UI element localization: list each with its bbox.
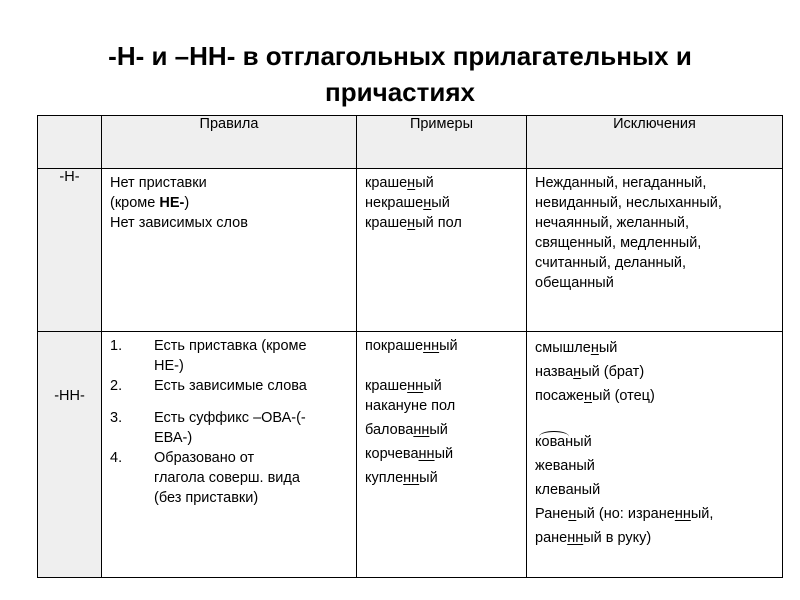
examples-cell-single-n xyxy=(357,169,527,332)
exception-text: считанный, деланный, xyxy=(535,255,687,271)
header-rules: Правила xyxy=(102,116,357,169)
exceptions-cell-double-n xyxy=(527,332,783,578)
table-row-double-n xyxy=(38,332,783,578)
header-exceptions: Исключения xyxy=(527,116,783,169)
example-word: покрашенный xyxy=(365,338,458,354)
exception-word: раненный в руку) xyxy=(535,530,652,546)
example-word: некрашеный xyxy=(365,195,450,211)
example-word: крашеный пол xyxy=(365,215,462,231)
example-word: балованный xyxy=(365,422,448,438)
example-word: купленный xyxy=(365,470,438,486)
header-corner xyxy=(38,116,102,169)
list-item: 1. Есть приставка (кроме НЕ-) xyxy=(110,338,307,374)
table-row-single-n xyxy=(38,169,783,332)
list-item: 4. Образовано от глагола соверш. вида (без приставки) xyxy=(110,450,300,506)
rules-list xyxy=(102,336,350,508)
row-label-double-n: -НН- xyxy=(38,332,102,578)
list-item: 3. Есть суффикс –ОВА-(- ЕВА-) xyxy=(110,410,306,446)
title-line-1: -Н- и –НН- в отглагольных прилагательных и xyxy=(108,41,692,71)
exception-word: Раненый (но: израненный, xyxy=(535,506,714,522)
example-word: крашенный xyxy=(365,378,442,394)
rule-text: (кроме НЕ-) xyxy=(110,195,190,211)
rules-table xyxy=(37,115,783,578)
exception-text: нечаянный, желанный, xyxy=(535,215,690,231)
exception-word: названый (брат) xyxy=(535,364,645,380)
exception-text: обещанный xyxy=(535,275,614,291)
exception-word: смышленый xyxy=(535,340,618,356)
rule-text: Нет зависимых слов xyxy=(110,215,248,231)
exception-word: посаженый (отец) xyxy=(535,388,655,404)
exception-text: священный, медленный, xyxy=(535,235,702,251)
example-word: корчеванный xyxy=(365,446,454,462)
header-row xyxy=(38,116,783,169)
exception-word: клеваный xyxy=(535,482,601,498)
example-word: накануне пол xyxy=(365,398,456,414)
exceptions-cell-single-n xyxy=(527,169,783,332)
rule-text: Нет приставки xyxy=(110,175,207,191)
exception-word: жеваный xyxy=(535,458,595,474)
examples-cell-double-n xyxy=(357,332,527,578)
example-word: крашеный xyxy=(365,175,434,191)
page-title xyxy=(0,38,800,110)
title-line-2: причастиях xyxy=(325,77,475,107)
list-item: 2. Есть зависимые слова xyxy=(110,378,307,394)
header-examples: Примеры xyxy=(357,116,527,169)
exception-word: кованый xyxy=(535,434,592,450)
rules-cell-double-n xyxy=(102,332,357,578)
exception-text: невиданный, неслыханный, xyxy=(535,195,722,211)
row-label-single-n: -Н- xyxy=(38,169,102,332)
rules-cell-single-n xyxy=(102,169,357,332)
exception-text: Нежданный, негаданный, xyxy=(535,175,707,191)
